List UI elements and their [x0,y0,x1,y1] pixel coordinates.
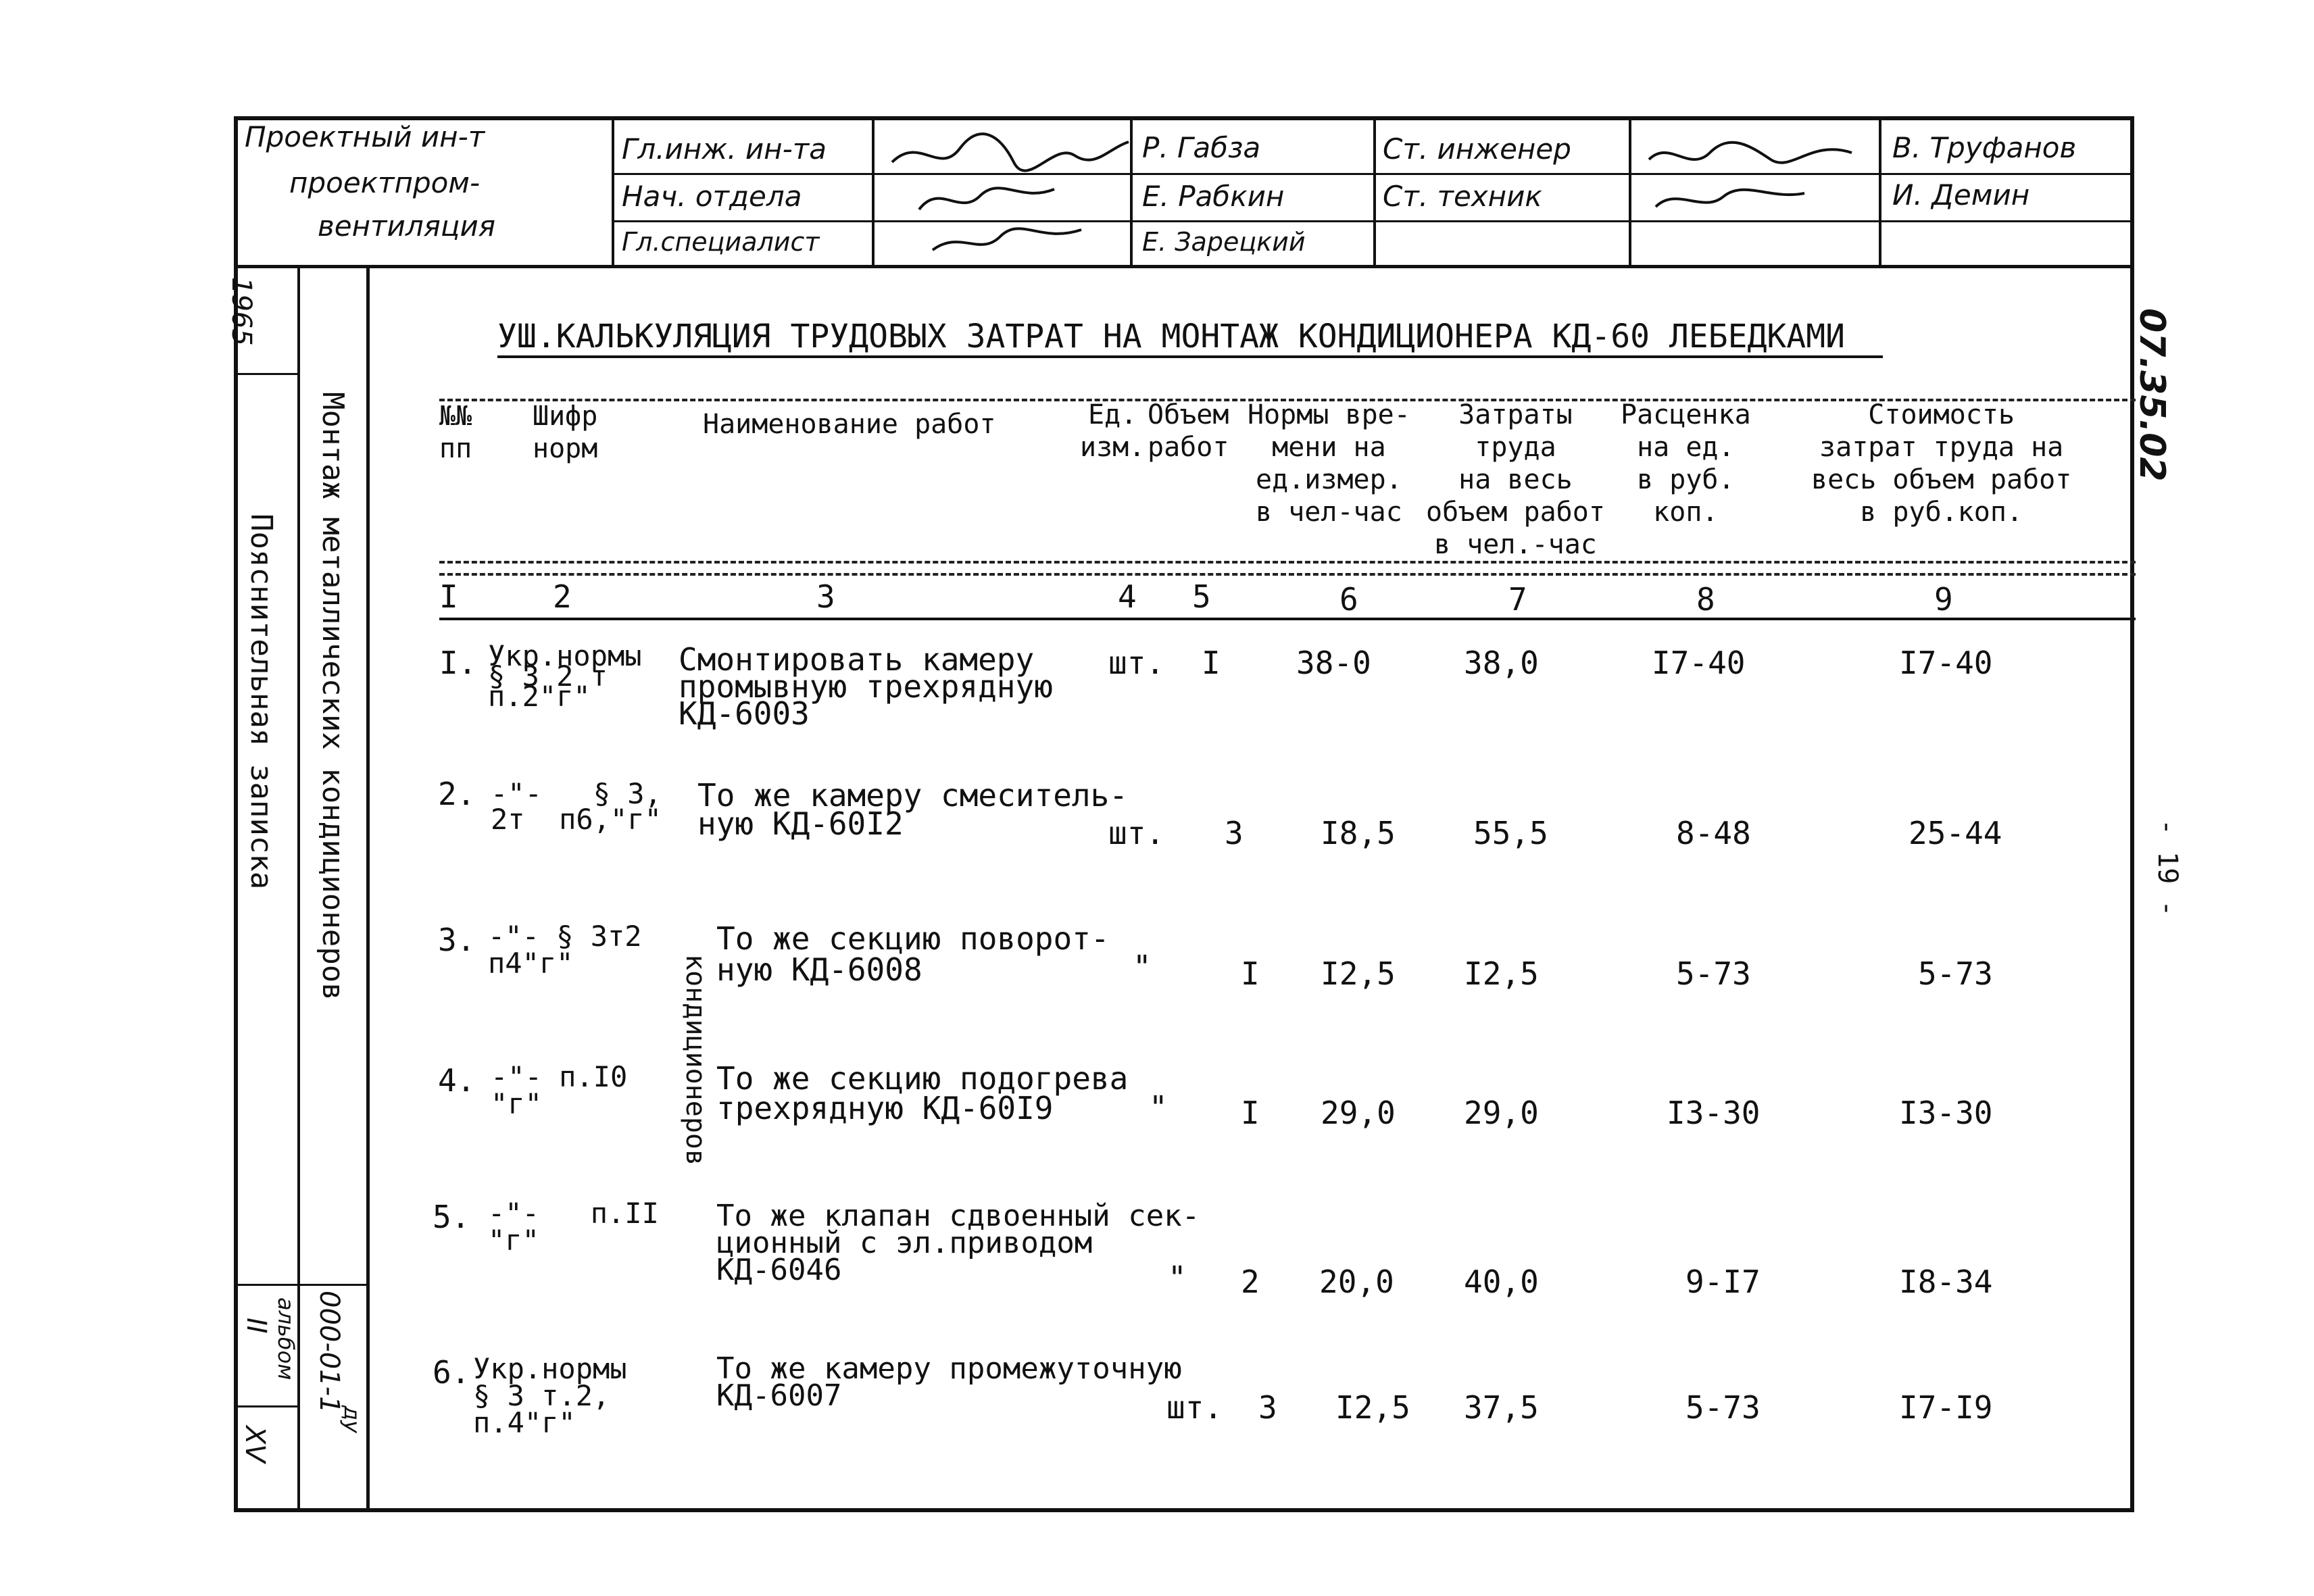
name-rabkin: Е. Рабкин [1142,180,1285,213]
row-cost: I3-30 [1899,1095,1993,1131]
col-number-8: 8 [1696,581,1715,618]
role-senior-engineer: Ст. инженер [1383,132,1571,166]
row-labor: 55,5 [1473,815,1548,851]
side-code-sub: ду [339,1405,365,1434]
row-code: Укр.нормы § 3 т.2, п.4"г" [473,1352,627,1439]
row-norm: I2,5 [1335,1389,1410,1426]
col-header-cost: Стоимость затрат труда на весь объем работ в руб.коп. [1811,399,2072,528]
row-name: То же камеру промежуточную КД-6007 [716,1351,1182,1413]
row-name: То же камеру смеситель- ную КД-60I2 [697,777,1128,842]
row-rate: 5-73 [1685,1389,1761,1426]
row-num: 4. [438,1062,476,1099]
role-senior-technician: Ст. техник [1383,180,1542,213]
name-trufanov: В. Труфанов [1892,131,2077,164]
col-number-3: 3 [816,578,835,615]
col-header-unit: Ед. изм. [1080,399,1146,463]
col-header-norm: Нормы вре- мени на ед.измер. в чел-час [1248,399,1410,528]
margin-note: кондиционеров [680,954,711,1166]
row-name: То же клапан сдвоенный сек- ционный с эл.приводом КД-6046 [716,1199,1200,1287]
name-gabza: Р. Габза [1142,131,1261,164]
row-labor: I2,5 [1464,955,1539,992]
row-qty: 3 [1258,1389,1277,1426]
org-line-2: проектпром- [289,166,481,199]
row-norm: 20,0 [1319,1264,1394,1300]
side-code-a: альбом [273,1297,299,1380]
role-chief-specialist: Гл.специалист [622,227,820,257]
row-unit: " [1149,1089,1168,1126]
row-unit: " [1168,1260,1187,1296]
row-unit: " [1133,949,1152,985]
row-num: 6. [433,1354,470,1391]
row-labor: 37,5 [1464,1389,1539,1426]
col-number-6: 6 [1339,581,1358,618]
role-dept-head: Нач. отдела [622,180,802,213]
row-code: Укр.нормы § 3 2 т п.2"г" [488,639,642,713]
side-code-top: II [241,1318,272,1334]
row-name: То же секцию поворот- ную КД-6008 [716,920,1110,988]
row-norm: I8,5 [1321,815,1396,851]
side-year: 1965 [226,277,257,346]
col-header-labor: Затраты труда на весь объем работ в чел.-час [1426,399,1605,560]
row-cost: I7-40 [1899,645,1993,681]
row-qty: 3 [1225,815,1244,851]
row-qty: I [1241,955,1260,992]
row-code: -"- п.II "г" [488,1197,659,1257]
row-cost: 5-73 [1918,955,1993,992]
row-num: I. [439,645,477,681]
signature-2 [1635,126,1872,220]
row-name: Смонтировать камеру промывную трехрядную КД-6003 [679,641,1053,732]
page-title: УШ.КАЛЬКУЛЯЦИЯ ТРУДОВЫХ ЗАТРАТ НА МОНТАЖ КОНДИЦИОНЕРА КД-60 ЛЕБЕДКАМИ [497,318,1845,355]
row-num: 2. [438,776,476,812]
side-code-bottom: XV [239,1426,270,1463]
signature-1 [879,122,1135,264]
row-cost: 25-44 [1909,815,2002,851]
col-number-4: 4 [1118,578,1137,615]
row-norm: 29,0 [1321,1095,1396,1131]
row-rate: I7-40 [1652,645,1746,681]
col-number-2: 2 [553,578,572,615]
row-qty: 2 [1241,1264,1260,1300]
row-qty: I [1202,645,1221,681]
row-name: То же секцию подогрева трехрядную КД-60I9 [716,1060,1129,1126]
row-labor: 40,0 [1464,1264,1539,1300]
row-labor: 29,0 [1464,1095,1539,1131]
side-code-num: 000-01-1 [314,1291,345,1414]
row-norm: 38-0 [1296,645,1371,681]
col-header-qty: Объем работ [1148,399,1229,463]
row-unit: шт. [1108,815,1165,851]
document-code: 07.35.02 [2132,308,2172,482]
row-unit: шт. [1108,645,1165,681]
row-unit: шт. [1166,1389,1223,1426]
row-rate: I3-30 [1667,1095,1761,1131]
name-demin: И. Демин [1892,178,2030,211]
row-num: 5. [433,1199,470,1235]
col-number-5: 5 [1192,578,1211,615]
col-number-9: 9 [1934,581,1953,618]
col-number-1: I [439,578,458,615]
row-code: -"- п.I0 "г" [491,1060,628,1120]
row-cost: I8-34 [1899,1264,1993,1300]
col-header-num: №№ пп [439,401,472,464]
row-norm: I2,5 [1321,955,1396,992]
row-code: -"- § 3, 2т п6,"г" [491,777,662,836]
row-rate: 8-48 [1676,815,1751,851]
row-rate: 5-73 [1676,955,1751,992]
side-album-section: Пояснительная записка [244,514,278,890]
row-cost: I7-I9 [1899,1389,1993,1426]
side-subject: Монтаж металлических кондиционеров [316,392,350,1001]
role-chief-engineer: Гл.инж. ин-та [622,132,827,166]
org-line-3: вентиляция [318,209,496,243]
page-number: - 19 - [2152,819,2183,917]
col-header-rate: Расценка на ед. в руб. коп. [1621,399,1751,528]
col-number-7: 7 [1508,581,1527,618]
col-header-code: Шифр норм [533,401,598,464]
name-zaretsky: Е. Зарецкий [1142,227,1306,257]
row-num: 3. [438,922,476,958]
row-rate: 9-I7 [1685,1264,1761,1300]
row-labor: 38,0 [1464,645,1539,681]
row-code: -"- § 3т2 п4"г" [488,920,642,980]
row-qty: I [1241,1095,1260,1131]
col-header-name: Наименование работ [703,409,996,440]
org-line-1: Проектный ин-т [245,120,485,153]
